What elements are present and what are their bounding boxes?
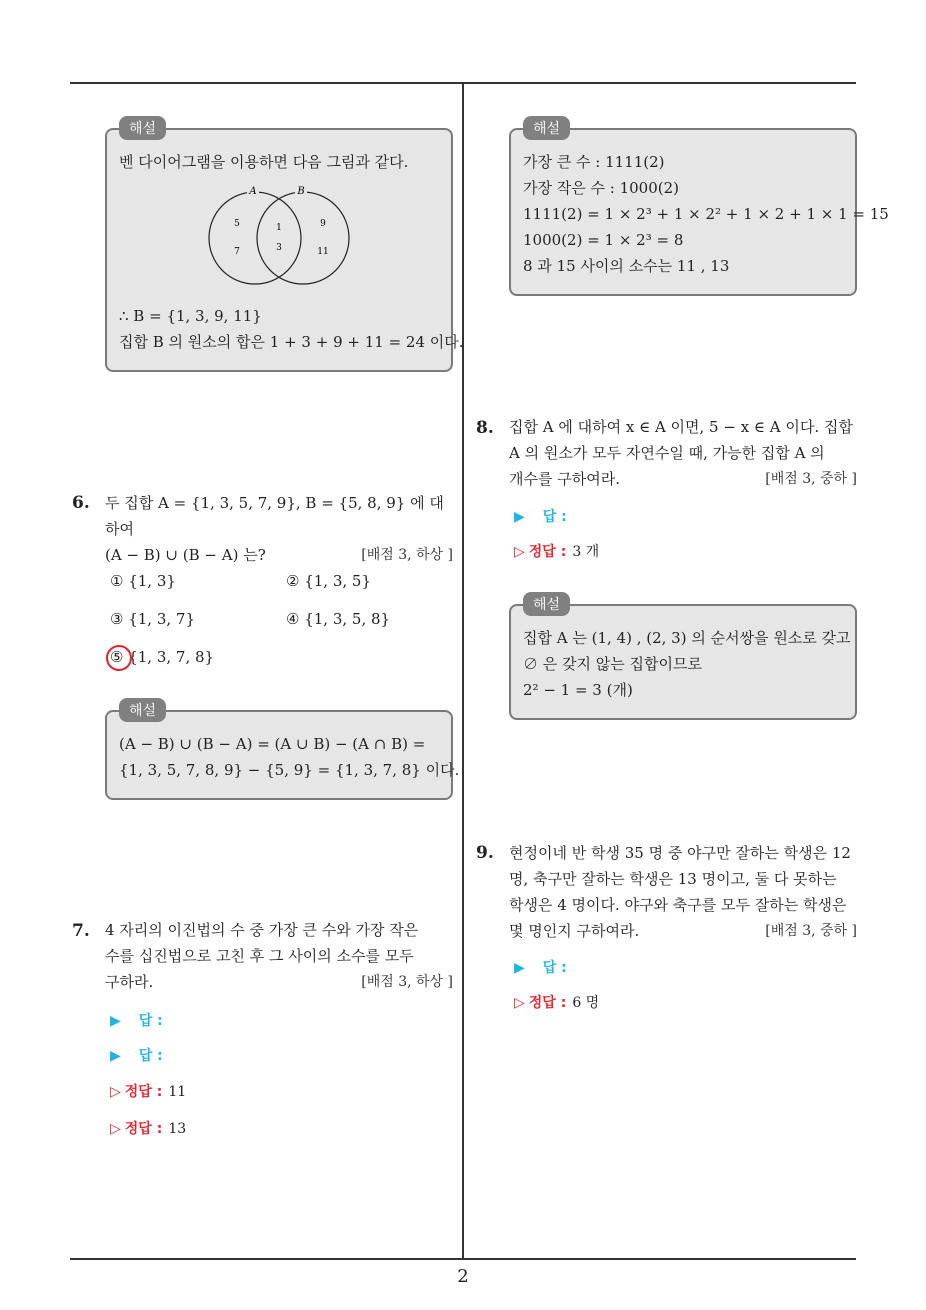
points-label: [배점 3, 중하 ]: [765, 923, 857, 939]
venn-b-only-value: 9: [320, 219, 326, 229]
question-line: 구하라.: [105, 973, 154, 991]
outline-arrow-icon: ▷: [514, 995, 525, 1011]
venn-diagram: [203, 182, 363, 292]
explanation-box-5: [105, 121, 464, 372]
points-label: [배점 3, 하상 ]: [361, 547, 453, 563]
correct-value: 3 개: [572, 544, 600, 560]
question-text: [105, 917, 453, 995]
venn-both-value: 1: [276, 223, 282, 233]
explanation-box-8: [509, 597, 857, 720]
question-number: 9.: [476, 843, 494, 863]
play-arrow-icon: ▶: [514, 960, 525, 976]
explanation-text: 가장 작은 수 : 1000(2): [523, 179, 679, 197]
play-arrow-icon: ▶: [110, 1013, 121, 1029]
question-number: 7.: [72, 921, 90, 941]
question-line: 현정이네 반 학생 35 명 중 야구만 잘하는 학생은 12: [509, 844, 851, 862]
explanation-tag: 해설: [119, 698, 166, 722]
venn-b-only-value: 11: [317, 247, 329, 257]
explanation-tag: 해설: [523, 592, 570, 616]
question-line: 집합 A 에 대하여 x ∈ A 이면, 5 − x ∈ A 이다. 집합: [509, 418, 853, 436]
bottom-rule: [70, 1258, 856, 1260]
venn-label-a: A: [249, 186, 257, 197]
explanation-text: (A − B) ∪ (B − A) = (A ∪ B) − (A ∩ B) =: [119, 735, 426, 753]
choice-3[interactable]: ③ {1, 3, 7}: [110, 610, 196, 628]
explanation-tag: 해설: [119, 116, 166, 140]
play-arrow-icon: ▶: [110, 1048, 121, 1064]
explanation-text: ∅ 은 갖지 않는 집합이므로: [523, 655, 702, 673]
explanation-text: 2² − 1 = 3 (개): [523, 681, 633, 699]
explanation-text: 가장 큰 수 : 1111(2): [523, 153, 665, 171]
explanation-tag: 해설: [523, 116, 570, 140]
correct-answer-row: [110, 1118, 186, 1138]
answer-input-row[interactable]: [110, 1045, 163, 1065]
question-text: [509, 840, 857, 944]
question-line: 개수를 구하여라.: [509, 470, 620, 488]
correct-answer-row: [514, 992, 599, 1012]
venn-circle-a: [209, 192, 301, 284]
answer-label: 답 :: [542, 509, 567, 525]
explanation-text: {1, 3, 5, 7, 8, 9} − {5, 9} = {1, 3, 7, 8} 이다.: [119, 761, 460, 779]
correct-value: 6 명: [572, 995, 600, 1011]
correct-label: 정답 :: [124, 1084, 163, 1100]
column-divider: [462, 82, 464, 1260]
question-line: 4 자리의 이진법의 수 중 가장 큰 수와 가장 작은: [105, 921, 419, 939]
explanation-text: 집합 B 의 원소의 합은 1 + 3 + 9 + 11 = 24 이다.: [119, 333, 464, 351]
explanation-box-6: [105, 703, 460, 800]
outline-arrow-icon: ▷: [110, 1084, 121, 1100]
correct-label: 정답 :: [124, 1121, 163, 1137]
answer-input-row[interactable]: [514, 506, 567, 526]
explanation-text: 벤 다이어그램을 이용하면 다음 그림과 같다.: [119, 153, 409, 171]
question-line: 학생은 4 명이다. 야구와 축구를 모두 잘하는 학생은: [509, 896, 847, 914]
correct-answer-row: [110, 1081, 186, 1101]
points-label: [배점 3, 하상 ]: [361, 974, 453, 990]
choice-2[interactable]: ② {1, 3, 5}: [286, 572, 372, 590]
choice-1[interactable]: ① {1, 3}: [110, 572, 176, 590]
answer-label: 답 :: [138, 1013, 163, 1029]
question-line: 몇 명인지 구하여라.: [509, 922, 640, 940]
answer-input-row[interactable]: [110, 1010, 163, 1030]
outline-arrow-icon: ▷: [514, 544, 525, 560]
answer-label: 답 :: [138, 1048, 163, 1064]
venn-a-only-value: 5: [234, 219, 240, 229]
explanation-text: 1111(2) = 1 × 2³ + 1 × 2² + 1 × 2 + 1 × 1 = 15: [523, 205, 889, 223]
selected-answer-circle-icon: [104, 643, 134, 673]
question-text: [509, 414, 857, 492]
question-line: (A − B) ∪ (B − A) 는?: [105, 546, 266, 564]
question-text: [105, 490, 453, 568]
correct-value: 11: [168, 1084, 187, 1100]
question-number: 6.: [72, 493, 90, 513]
play-arrow-icon: ▶: [514, 509, 525, 525]
question-line: 명, 축구만 잘하는 학생은 13 명이고, 둘 다 못하는: [509, 870, 837, 888]
page-number: 2: [457, 1266, 469, 1287]
explanation-text: 1000(2) = 1 × 2³ = 8: [523, 231, 684, 249]
correct-value: 13: [168, 1121, 187, 1137]
explanation-text: 8 과 15 사이의 소수는 11 , 13: [523, 257, 730, 275]
explanation-box-7: [509, 121, 889, 296]
correct-answer-row: [514, 541, 599, 561]
question-line: 두 집합 A = {1, 3, 5, 7, 9}, B = {5, 8, 9} 에 대하여: [105, 494, 444, 538]
explanation-text: ∴ B = {1, 3, 9, 11}: [119, 307, 262, 325]
venn-circle-b: [257, 192, 349, 284]
question-number: 8.: [476, 418, 494, 438]
question-line: A 의 원소가 모두 자연수일 때, 가능한 집합 A 의: [509, 444, 825, 462]
choice-5[interactable]: ⑤ {1, 3, 7, 8}: [110, 648, 215, 666]
points-label: [배점 3, 중하 ]: [765, 471, 857, 487]
venn-both-value: 3: [276, 243, 282, 253]
venn-a-only-value: 7: [234, 247, 240, 257]
correct-label: 정답 :: [528, 995, 567, 1011]
venn-label-b: B: [297, 186, 305, 197]
outline-arrow-icon: ▷: [110, 1121, 121, 1137]
answer-label: 답 :: [542, 960, 567, 976]
explanation-text: 집합 A 는 (1, 4) , (2, 3) 의 순서쌍을 원소로 갖고: [523, 629, 851, 647]
question-line: 수를 십진법으로 고친 후 그 사이의 소수를 모두: [105, 947, 414, 965]
answer-input-row[interactable]: [514, 957, 567, 977]
choice-4[interactable]: ④ {1, 3, 5, 8}: [286, 610, 391, 628]
correct-label: 정답 :: [528, 544, 567, 560]
